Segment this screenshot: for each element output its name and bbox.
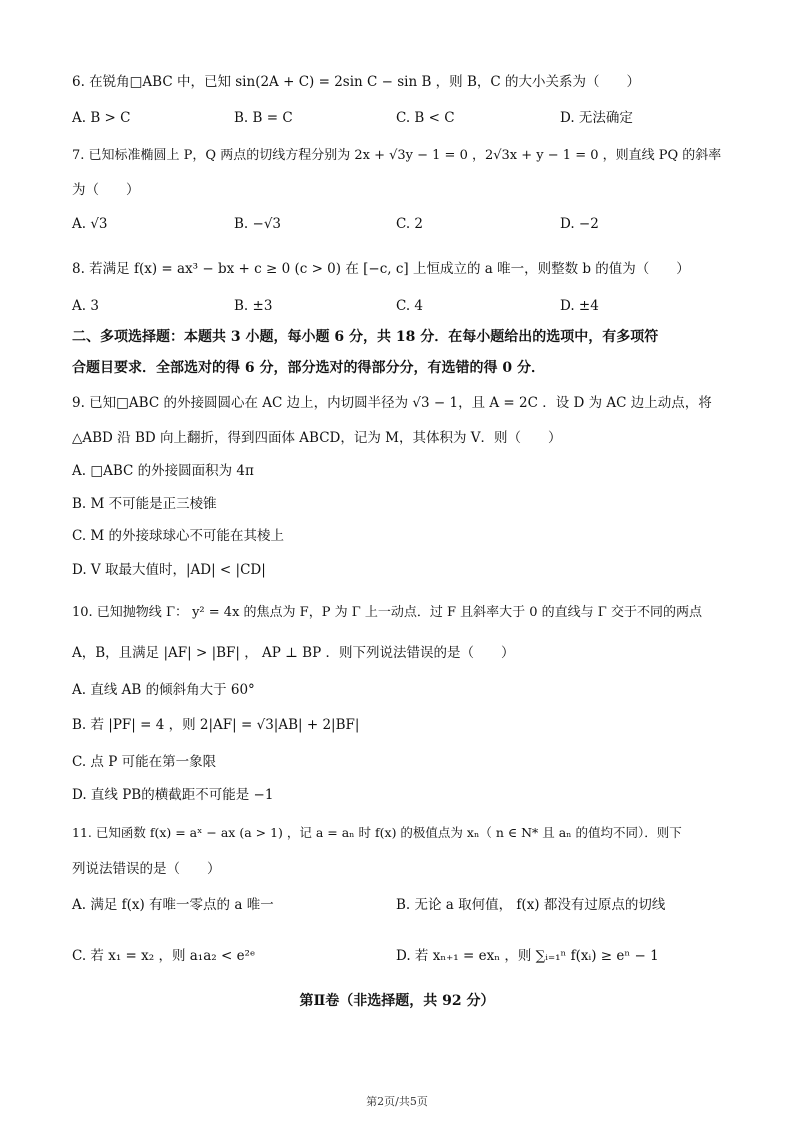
- q11-stem-line1: 11. 已知函数 f(x) = aˣ − ax (a > 1) ，记 a = aₙ 时 f(x) 的极值点为 xₙ（ n ∈ N* 且 aₙ 的值均不同）．则下: [72, 825, 682, 840]
- q9-option-c: C. M 的外接球球心不可能在其棱上: [72, 528, 285, 544]
- q6-option-c: C. B < C: [396, 110, 455, 126]
- q7-stem-line2: 为（ ）: [72, 182, 140, 198]
- section2-heading-line1: 二、多项选择题：本题共 3 小题，每小题 6 分，共 18 分．在每小题给出的选项中，有多项符: [72, 329, 659, 345]
- q6-option-b: B. B = C: [234, 110, 293, 126]
- section2-heading-line2: 合题目要求．全部选对的得 6 分，部分选对的得部分分，有选错的得 0 分．: [72, 360, 545, 376]
- q8-stem: 8. 若满足 f(x) = ax³ − bx + c ≥ 0 (c > 0) 在 [−c, c] 上恒成立的 a 唯一，则整数 b 的值为（ ）: [72, 261, 690, 277]
- q7-option-c: C. 2: [396, 216, 424, 232]
- q11-stem-line2: 列说法错误的是（ ）: [72, 861, 221, 877]
- q10-option-c: C. 点 P 可能在第一象限: [72, 754, 217, 770]
- q6-option-a: A. B > C: [72, 110, 131, 126]
- q8-option-c: C. 4: [396, 298, 424, 314]
- q11-option-d: D. 若 xₙ₊₁ = exₙ ，则 ∑ᵢ₌₁ⁿ f(xᵢ) ≥ eⁿ − 1: [396, 948, 659, 964]
- q11-option-c: C. 若 x₁ = x₂ ，则 a₁a₂ < e²ᵉ: [72, 948, 256, 964]
- q8-option-a: A. 3: [72, 298, 99, 314]
- q9-option-d: D. V 取最大值时，|AD| < |CD|: [72, 562, 266, 578]
- q10-option-a: A. 直线 AB 的倾斜角大于 60°: [72, 682, 255, 698]
- q7-option-d: D. −2: [560, 216, 599, 232]
- q9-option-a: A. □ABC 的外接圆面积为 4π: [72, 463, 254, 479]
- q10-stem-line1: 10. 已知抛物线 Γ： y² = 4x 的焦点为 F，P 为 Γ 上一动点．过 F 且斜率大于 0 的直线与 Γ 交于不同的两点: [72, 605, 702, 620]
- q7-option-a: A. √3: [72, 216, 108, 232]
- q6-stem: 6. 在锐角□ABC 中，已知 sin(2A + C) = 2sin C − sin B ，则 B，C 的大小关系为（ ）: [72, 74, 641, 90]
- q8-option-d: D. ±4: [560, 298, 599, 314]
- q9-option-b: B. M 不可能是正三棱锥: [72, 496, 217, 512]
- q10-option-b: B. 若 |PF| = 4 ，则 2|AF| = √3|AB| + 2|BF|: [72, 717, 360, 733]
- q7-stem-line1: 7. 已知标准椭圆上 P，Q 两点的切线方程分别为 2x + √3y − 1 = 0 ，2√3x + y − 1 = 0 ，则直线 PQ 的斜率: [72, 148, 722, 163]
- q10-option-d: D. 直线 PB的横截距不可能是 −1: [72, 787, 274, 803]
- q6-option-d: D. 无法确定: [560, 110, 633, 126]
- q9-stem-line2: △ABD 沿 BD 向上翻折，得到四面体 ABCD，记为 M，其体积为 V．则（ ）: [72, 430, 562, 446]
- page-number: 第2页/共5页: [366, 1095, 428, 1108]
- q8-option-b: B. ±3: [234, 298, 273, 314]
- q7-option-b: B. −√3: [234, 216, 282, 232]
- q11-option-b: B. 无论 a 取何值， f(x) 都没有过原点的切线: [396, 897, 666, 913]
- volume2-heading: 第Ⅱ卷（非选择题，共 92 分）: [299, 993, 495, 1009]
- q10-stem-line2: A，B，且满足 |AF| > |BF| ， AP ⊥ BP ．则下列说法错误的是（ ）: [72, 645, 515, 661]
- q11-option-a: A. 满足 f(x) 有唯一零点的 a 唯一: [72, 897, 274, 913]
- q9-stem-line1: 9. 已知□ABC 的外接圆圆心在 AC 边上，内切圆半径为 √3 − 1，且 A = 2C ．设 D 为 AC 边上动点，将: [72, 395, 712, 411]
